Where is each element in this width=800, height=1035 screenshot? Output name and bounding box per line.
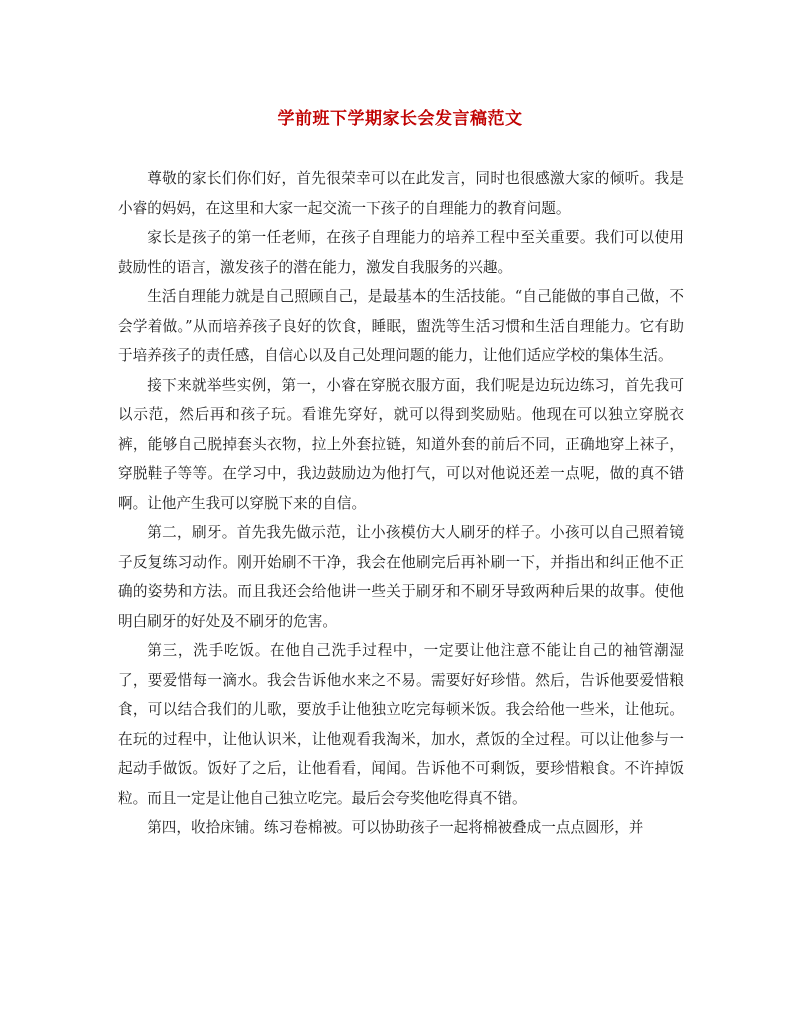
document-body [118, 164, 684, 843]
paragraph: 接下来就举些实例，第一，小睿在穿脱衣服方面，我们呢是边玩边练习，首先我可以示范，然后再和孩子玩。看谁先穿好，就可以得到奖励贴。他现在可以独立穿脱衣裤，能够自己脱掉套头衣物，拉上外套拉链，知道外套的前后不同，正确地穿上袜子，穿脱鞋子等等。在学习中，我边鼓励边为他打气，可以对他说还差一点呢，做的真不错啊。让他产生我可以穿脱下来的自信。 [118, 376, 684, 512]
paragraph: 第四，收拾床铺。练习卷棉被。可以协助孩子一起将棉被叠成一点点圆形，并 [147, 819, 644, 836]
paragraph: 生活自理能力就是自己照顾自己，是最基本的生活技能。“自己能做的事自己做，不会学着做。”从而培养孩子良好的饮食，睡眠，盥洗等生活习惯和生活自理能力。它有助于培养孩子的责任感，自信心以及自己处理问题的能力，让他们适应学校的集体生活。 [118, 288, 684, 364]
paragraph: 家长是孩子的第一任老师，在孩子自理能力的培养工程中至关重要。我们可以使用鼓励性的语言，激发孩子的潜在能力，激发自我服务的兴趣。 [118, 229, 684, 276]
paragraph: 第三，洗手吃饭。在他自己洗手过程中，一定要让他注意不能让自己的袖管潮湿了，要爱惜每一滴水。我会告诉他水来之不易。需要好好珍惜。然后，告诉他要爱惜粮食，可以结合我们的儿歌，要放手让他独立吃完每顿米饭。我会给他一些米，让他玩。在玩的过程中，让他认识米，让他观看我淘米，加水，煮饭的全过程。可以让他参与一起动手做饭。饭好了之后，让他看看，闻闻。告诉他不可剩饭，要珍惜粮食。不许掉饭粒。而且一定是让他自己独立吃完。最后会夸奖他吃得真不错。 [118, 642, 684, 807]
paragraph: 第二，刷牙。首先我先做示范，让小孩模仿大人刷牙的样子。小孩可以自己照着镜子反复练习动作。刚开始刷不干净，我会在他刷完后再补刷一下，并指出和纠正他不正确的姿势和方法。而且我还会给他讲一些关于刷牙和不刷牙导致两种后果的故事。使他明白刷牙的好处及不刷牙的危害。 [118, 524, 684, 630]
document-title: 学前班下学期家长会发言稿范文 [277, 109, 523, 129]
paragraph: 尊敬的家长们你们好，首先很荣幸可以在此发言，同时也很感激大家的倾听。我是小睿的妈妈，在这里和大家一起交流一下孩子的自理能力的教育问题。 [118, 170, 684, 217]
